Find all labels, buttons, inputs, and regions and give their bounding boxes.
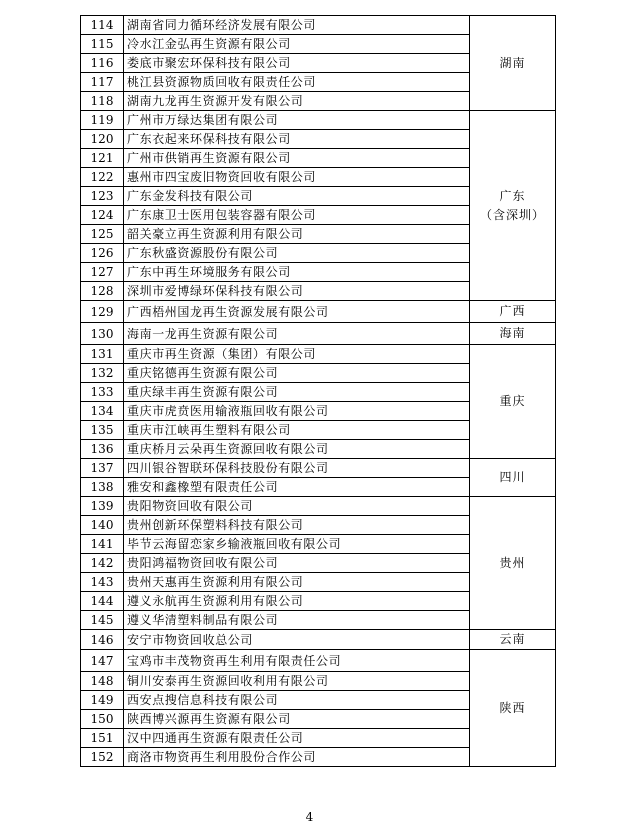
row-number: 121	[81, 149, 124, 168]
row-number: 148	[81, 672, 124, 691]
region-label: （含深圳）	[479, 207, 545, 222]
company-name: 广东金发科技有限公司	[124, 187, 470, 206]
row-number: 116	[81, 54, 124, 73]
row-number: 137	[81, 459, 124, 478]
region-label: 云南	[499, 632, 526, 646]
company-table	[80, 15, 556, 767]
company-name: 陕西博兴源再生资源有限公司	[124, 710, 470, 729]
row-number: 115	[81, 35, 124, 54]
region-label: 海南	[499, 326, 526, 340]
company-name: 冷水江金弘再生资源有限公司	[124, 35, 470, 54]
row-number: 134	[81, 402, 124, 421]
row-number: 139	[81, 497, 124, 516]
company-name: 桃江县资源物质回收有限责任公司	[124, 73, 470, 92]
table-row	[81, 301, 556, 323]
region-label: 四川	[499, 470, 526, 484]
table-row	[81, 323, 556, 345]
row-number: 149	[81, 691, 124, 710]
region-cell	[470, 459, 556, 497]
row-number: 141	[81, 535, 124, 554]
row-number: 117	[81, 73, 124, 92]
company-name: 深圳市爱博绿环保科技有限公司	[124, 282, 470, 301]
company-name: 海南一龙再生资源有限公司	[124, 323, 470, 345]
row-number: 118	[81, 92, 124, 111]
row-number: 119	[81, 111, 124, 130]
company-name: 娄底市聚宏环保科技有限公司	[124, 54, 470, 73]
row-number: 114	[81, 16, 124, 35]
company-name: 湖南九龙再生资源开发有限公司	[124, 92, 470, 111]
region-cell	[470, 323, 556, 345]
table-row	[81, 497, 556, 516]
company-name: 重庆桥月云朵再生资源回收有限公司	[124, 440, 470, 459]
company-name: 安宁市物资回收总公司	[124, 630, 470, 650]
company-name: 重庆市江峡再生塑料有限公司	[124, 421, 470, 440]
row-number: 131	[81, 345, 124, 364]
company-name: 遵义华清塑料制品有限公司	[124, 611, 470, 630]
company-name: 毕节云海留恋家乡输液瓶回收有限公司	[124, 535, 470, 554]
region-cell	[470, 630, 556, 650]
region-cell	[470, 111, 556, 301]
region-cell	[470, 650, 556, 767]
company-name: 遵义永航再生资源利用有限公司	[124, 592, 470, 611]
company-name: 商洛市物资再生利用股份合作公司	[124, 748, 470, 767]
row-number: 130	[81, 323, 124, 345]
row-number: 144	[81, 592, 124, 611]
table-row	[81, 345, 556, 364]
row-number: 126	[81, 244, 124, 263]
company-name: 重庆市再生资源（集团）有限公司	[124, 345, 470, 364]
company-name: 四川银谷智联环保科技股份有限公司	[124, 459, 470, 478]
row-number: 125	[81, 225, 124, 244]
company-name: 惠州市四宝废旧物资回收有限公司	[124, 168, 470, 187]
region-label: 贵州	[499, 555, 526, 570]
company-name: 广东康卫士医用包装容器有限公司	[124, 206, 470, 225]
company-name: 西安点搜信息科技有限公司	[124, 691, 470, 710]
company-name: 汉中四通再生资源有限责任公司	[124, 729, 470, 748]
company-name: 铜川安泰再生资源回收利用有限公司	[124, 672, 470, 691]
region-label: 广西	[499, 304, 526, 318]
company-name: 广东秋盛资源股份有限公司	[124, 244, 470, 263]
table-row	[81, 16, 556, 35]
row-number: 135	[81, 421, 124, 440]
row-number: 132	[81, 364, 124, 383]
company-name: 贵州天惠再生资源利用有限公司	[124, 573, 470, 592]
row-number: 123	[81, 187, 124, 206]
company-name: 广州市万绿达集团有限公司	[124, 111, 470, 130]
row-number: 124	[81, 206, 124, 225]
table-row	[81, 630, 556, 650]
row-number: 145	[81, 611, 124, 630]
region-cell	[470, 16, 556, 111]
company-name: 贵州创新环保塑料科技有限公司	[124, 516, 470, 535]
region-cell	[470, 301, 556, 323]
row-number: 129	[81, 301, 124, 323]
table-row	[81, 111, 556, 130]
row-number: 140	[81, 516, 124, 535]
company-name: 韶关豪立再生资源利用有限公司	[124, 225, 470, 244]
region-label: 广东	[499, 188, 526, 203]
company-name: 广西梧州国龙再生资源发展有限公司	[124, 301, 470, 323]
company-name: 重庆铭德再生资源有限公司	[124, 364, 470, 383]
region-label: 陕西	[499, 700, 526, 715]
company-name: 广东中再生环境服务有限公司	[124, 263, 470, 282]
table-row	[81, 650, 556, 672]
row-number: 150	[81, 710, 124, 729]
region-label: 重庆	[499, 394, 526, 408]
company-name: 广东衣起来环保科技有限公司	[124, 130, 470, 149]
company-name: 湖南省同力循环经济发展有限公司	[124, 16, 470, 35]
page-number: 4	[305, 810, 314, 824]
row-number: 133	[81, 383, 124, 402]
row-number: 151	[81, 729, 124, 748]
table-row	[81, 459, 556, 478]
row-number: 136	[81, 440, 124, 459]
company-name: 重庆市虎贲医用输液瓶回收有限公司	[124, 402, 470, 421]
row-number: 152	[81, 748, 124, 767]
region-cell	[470, 345, 556, 459]
row-number: 142	[81, 554, 124, 573]
row-number: 146	[81, 630, 124, 650]
row-number: 127	[81, 263, 124, 282]
row-number: 128	[81, 282, 124, 301]
company-table-body	[81, 16, 556, 767]
company-name: 广州市供销再生资源有限公司	[124, 149, 470, 168]
row-number: 138	[81, 478, 124, 497]
row-number: 147	[81, 650, 124, 672]
row-number: 143	[81, 573, 124, 592]
company-name: 贵阳鸿福物资回收有限公司	[124, 554, 470, 573]
row-number: 122	[81, 168, 124, 187]
region-cell	[470, 497, 556, 630]
row-number: 120	[81, 130, 124, 149]
company-name: 贵阳物资回收有限公司	[124, 497, 470, 516]
region-label: 湖南	[499, 55, 526, 70]
company-name: 宝鸡市丰茂物资再生利用有限责任公司	[124, 650, 470, 672]
company-name: 雅安和鑫橡塑有限责任公司	[124, 478, 470, 497]
company-name: 重庆绿丰再生资源有限公司	[124, 383, 470, 402]
